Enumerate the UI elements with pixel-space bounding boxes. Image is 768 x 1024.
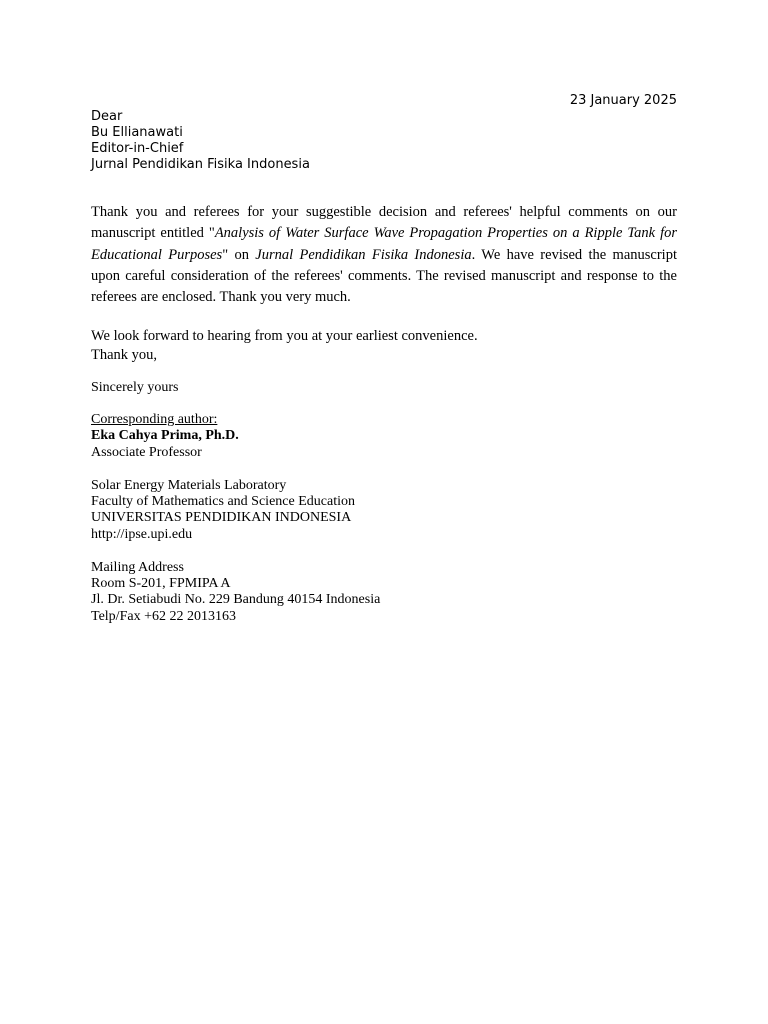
phone-fax: Telp/Fax +62 22 2013163 — [91, 608, 236, 624]
manuscript-title: Analysis of Water Surface Wave Propagation Properties on a Ripple Tank for Educational Purposes — [91, 225, 677, 263]
room-address: Room S-201, FPMIPA A — [91, 576, 231, 592]
journal-name: Jurnal Pendidikan Fisika Indonesia — [255, 246, 472, 263]
author-name: Eka Cahya Prima, Ph.D. — [91, 428, 239, 444]
sign-off: Sincerely yours — [91, 380, 179, 395]
corresponding-author-label: Corresponding author: — [91, 412, 218, 427]
spacer — [91, 461, 380, 477]
recipient-organization: Jurnal Pendidikan Fisika Indonesia — [91, 157, 310, 172]
author-position: Associate Professor — [91, 444, 202, 460]
body-paragraph — [91, 202, 677, 308]
body-text-part2: " on — [222, 246, 256, 263]
spacer — [91, 543, 380, 559]
closing-block — [91, 327, 478, 365]
salutation: Dear — [91, 109, 123, 124]
letter-date: 23 January 2025 — [569, 93, 677, 108]
thank-you-line: Thank you, — [91, 347, 158, 363]
body-text-part3: . We have revised the manuscript upon careful consideration of the referees' comments. The revised manuscript and response to the referees are enclosed. Thank you very much. — [91, 246, 677, 306]
recipient-title: Editor-in-Chief — [91, 141, 184, 156]
street-address: Jl. Dr. Setiabudi No. 229 Bandung 40154 Indonesia — [91, 592, 381, 608]
addressee-block — [91, 109, 310, 173]
faculty-name: Faculty of Mathematics and Science Education — [91, 494, 355, 510]
website: http://ipse.upi.edu — [91, 526, 193, 542]
signature-block — [91, 412, 380, 625]
university-name: UNIVERSITAS PENDIDIKAN INDONESIA — [91, 510, 352, 526]
closing-line: We look forward to hearing from you at your earliest convenience. — [91, 328, 478, 344]
body-text-part1: Thank you and referees for your suggestible decision and referees' helpful comments on our manuscript entitled " — [91, 204, 677, 242]
mailing-address-label: Mailing Address — [91, 559, 184, 575]
lab-name: Solar Energy Materials Laboratory — [91, 477, 287, 493]
recipient-name: Bu Ellianawati — [91, 125, 183, 140]
